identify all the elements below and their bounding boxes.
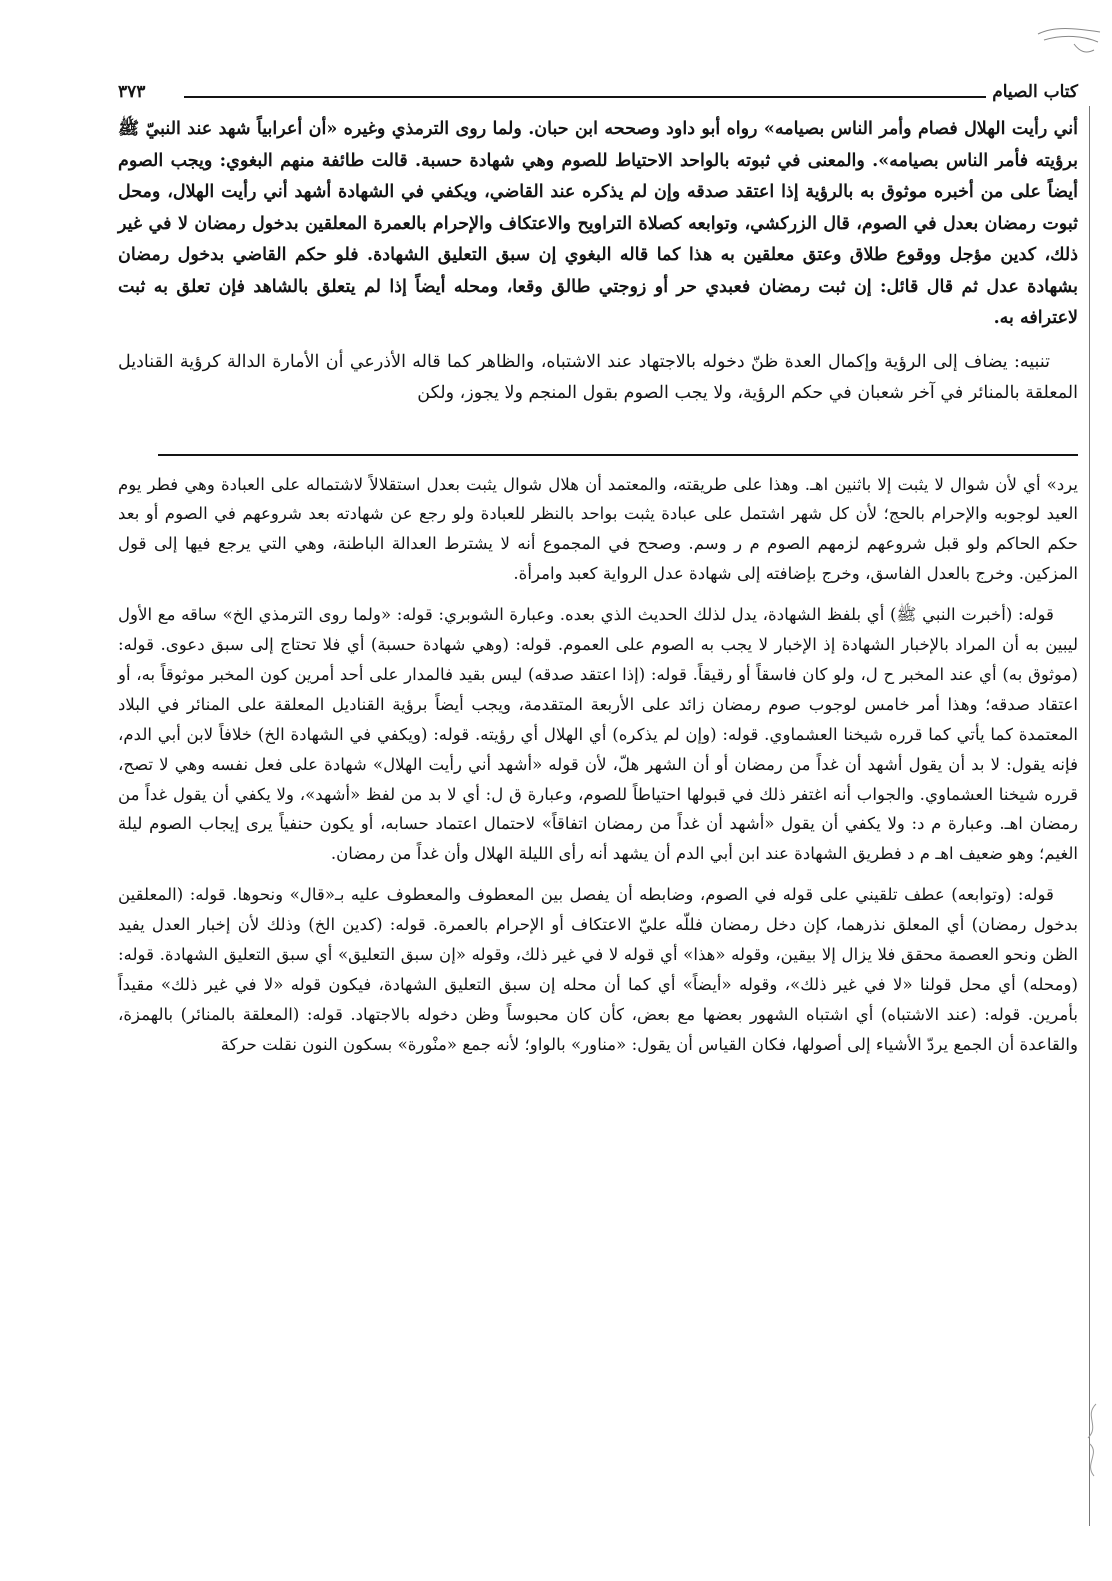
running-header: [118, 78, 1078, 114]
commentary-paragraph: قوله: (وتوابعه) عطف تلقيني على قوله في الصوم، وضابطه أن يفصل بين المعطوف والمعطوف عليه بـ«قال» ونحوها. قوله: (المعلقين بدخول رمضان) أي المعلق نذرهما، كإن دخل رمضان فللّه عليّ الاعتكاف أو الإحرام بالعمرة. قوله: (كدين الخ) وذلك لأن إخبار العدل يفيد الظن ونحو العصمة محقق فلا يزال إلا بيقين، وقوله «هذا» أي قوله لا في غير ذلك، وقوله «إن سبق التعليق» أي سبق التعليق الشهادة. قوله: (ومحله) أي محل قولنا «لا في غير ذلك»، وقوله «أيضاً» أي كما أن محله إن سبق التعليق الشهادة، فيكون قوله «لا في غير ذلك» مقيداً بأمرين. قوله: (عند الاشتباه) أي اشتباه الشهور بعضها مع بعض، كأن كان محبوساً وظن دخوله بالاجتهاد. قوله: (المعلقة بالمنائر) بالهمزة، والقاعدة أن الجمع يردّ الأشياء إلى أصولها، فكان القياس أن يقول: «مناور» بالواو؛ لأنه جمع «منْورة» بسكون النون نقلت حركة: [118, 885, 1078, 1054]
margin-scribble: [1034, 24, 1104, 64]
header-rule: [184, 96, 986, 98]
commentary-paragraph: يرد» أي لأن شوال لا يثبت إلا باثنين اهـ. وهذا على طريقته، والمعتمد أن هلال شوال يثبت بعدل استقلالاً لاشتماله على العبادة وهي فطر يوم العيد لوجوبه والإحرام بالحج؛ لأن كل شهر اشتمل على عبادة يثبت بواحد بالنظر للعبادة ولو رجع عن شهادته بعد شروعهم في الصوم أو بعد حكم الحاكم ولو قبل شروعهم لزمهم الصوم م ر وسم. وصحح في المجموع أنه لا يشترط العدالة الباطنة، وهي التي يرجع فيها إلى قول المزكين. وخرج بالعدل الفاسق، وخرج بإضافته إلى شهادة عدل الرواية كعبد وامرأة.: [118, 474, 1078, 584]
tanbih-paragraph: تنبيه: يضاف إلى الرؤية وإكمال العدة ظنّ دخوله بالاجتهاد عند الاشتباه، والظاهر كما قاله الأذرعي أن الأمارة الدالة كرؤية القناديل المعلقة بالمنائر في آخر شعبان في حكم الرؤية، ولا يجب الصوم بقول المنجم ولا يجوز، ولكن: [118, 351, 1078, 403]
commentary-block: [118, 470, 1078, 1060]
main-text-block: [118, 114, 1078, 410]
commentary-paragraph: قوله: (أخبرت النبي ﷺ) أي بلفظ الشهادة، يدل لذلك الحديث الذي بعده. وعبارة الشوبري: قوله: «ولما روى الترمذي الخ» ساقه مع الأول ليبين به أن المراد بالإخبار الشهادة إذ الإخبار لا يجب به الصوم على العموم. قوله: (وهي شهادة حسبة) أي فلا تحتاج إلى سبق دعوى. قوله: (موثوق به) أي عند المخبر ح ل، ولو كان فاسقاً أو رقيقاً. قوله: (إذا اعتقد صدقه) ليس بقيد فالمدار على أحد أمرين كون المخبر موثوقاً به، أو اعتقاد صدقه؛ وهذا أمر خامس لوجوب صوم رمضان زائد على الأربعة المتقدمة، ويجب أيضاً برؤية القناديل المعلقة على المنائر في البلاد المعتمدة كما يأتي كما قرره شيخنا العشماوي. قوله: (وإن لم يذكره) أي الهلال أي رؤيته. قوله: (ويكفي في الشهادة الخ) خلافاً لابن أبي الدم، فإنه يقول: لا بد أن يقول أشهد أن غداً من رمضان أو أن الشهر هلّ، لأن قوله «أشهد أني رأيت الهلال» شهادة على فعل نفسه وهي لا تصح، قرره شيخنا العشماوي. والجواب أنه اغتفر ذلك في قبولها احتياطاً للصوم، وعبارة ق ل: أي لا بد من لفظ «أشهد»، ولا يكفي أن يقول غداً من رمضان اهـ. وعبارة م د: ولا يكفي أن يقول «أشهد أن غداً من رمضان اتفاقاً» لاحتمال اعتماد حسابه، أو يكون حنفياً يرى إيجاب الصوم ليلة الغيم؛ وهو ضعيف اهـ م د فطريق الشهادة عند ابن أبي الدم أن يشهد أنه رأى الليلة الهلال وأن غداً من رمضان.: [118, 605, 1078, 864]
page-number: ٣٧٣: [118, 82, 146, 102]
margin-scribble: [1076, 1400, 1106, 1480]
main-paragraph: أني رأيت الهلال فصام وأمر الناس بصيامه» رواه أبو داود وصححه ابن حبان. ولما روى الترمذي وغيره «أن أعرابياً شهد عند النبيّ ﷺ برؤيته فأمر الناس بصيامه». والمعنى في ثبوته بالواحد الاحتياط للصوم وهي شهادة حسبة. قالت طائفة منهم البغوي: ويجب الصوم أيضاً على من أخبره موثوق به بالرؤية إذا اعتقد صدقه وإن لم يذكره عند القاضي، ويكفي في الشهادة أشهد أني رأيت الهلال، ومحل ثبوت رمضان بعدل في الصوم، قال الزركشي، وتوابعه كصلاة التراويح والاعتكاف والإحرام بالعمرة المعلقين بدخول رمضان لا في غير ذلك، كدين مؤجل ووقوع طلاق وعتق معلقين به هذا كما قاله البغوي إن سبق التعليق الشهادة. فلو حكم القاضي بدخول رمضان بشهادة عدل ثم قال قائل: إن ثبت رمضان فعبدي حر أو زوجتي طالق وقعا، ومحله أيضاً إذا لم يتعلق بالشاهد فإن تعلق به ثبت لاعترافه به.: [118, 119, 1078, 328]
book-title: كتاب الصيام: [992, 82, 1078, 102]
book-page: [118, 78, 1078, 1558]
margin-line: [1089, 106, 1090, 1526]
commentary-separator: [158, 454, 1078, 456]
